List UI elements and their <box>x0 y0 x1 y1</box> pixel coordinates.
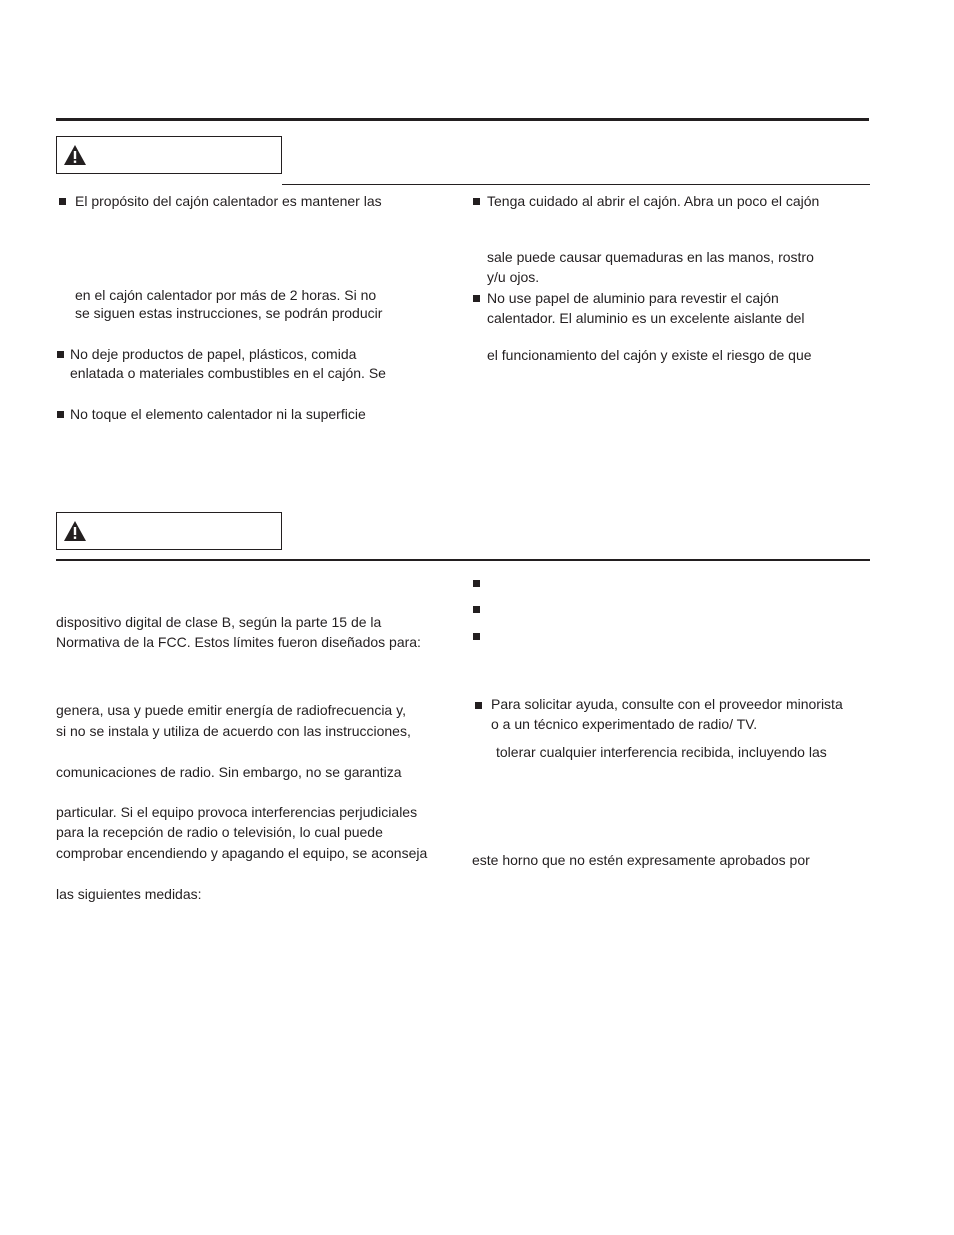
text-line: en el cajón calentador por más de 2 horas. Si no <box>75 287 377 303</box>
text-line: enlatada o materiales combustibles en el cajón. Se <box>70 365 386 381</box>
text-line: El propósito del cajón calentador es mantener las <box>75 193 382 209</box>
text-line: las siguientes medidas: <box>56 886 202 902</box>
text-line: No use papel de aluminio para revestir el cajón <box>487 290 779 306</box>
text-line: para la recepción de radio o televisión, lo cual puede <box>56 824 383 840</box>
bullet-square-icon <box>57 411 64 418</box>
bullet-square-icon <box>473 606 480 613</box>
text-line: dispositivo digital de clase B, según la parte 15 de la <box>56 614 382 630</box>
text-line: No toque el elemento calentador ni la superficie <box>70 406 366 422</box>
bullet-square-icon <box>475 702 482 709</box>
text-line: si no se instala y utiliza de acuerdo con las instrucciones, <box>56 723 411 739</box>
text-line: Para solicitar ayuda, consulte con el proveedor minorista <box>491 696 843 712</box>
bullet-square-icon <box>473 580 480 587</box>
text-line: o a un técnico experimentado de radio/ TV. <box>491 716 758 732</box>
text-line: comunicaciones de radio. Sin embargo, no se garantiza <box>56 764 402 780</box>
text-line: tolerar cualquier interferencia recibida, incluyendo las <box>496 744 827 760</box>
warning-triangle-icon <box>63 520 87 542</box>
text-line: Tenga cuidado al abrir el cajón. Abra un poco el cajón <box>487 193 820 209</box>
warning-label-box-1 <box>56 136 282 174</box>
bullet-square-icon <box>473 633 480 640</box>
section-2-divider <box>56 559 870 561</box>
top-rule <box>56 118 869 121</box>
bullet-square-icon <box>57 351 64 358</box>
warning-label-box-2 <box>56 512 282 550</box>
text-line: este horno que no estén expresamente aprobados por <box>472 852 810 868</box>
text-line: No deje productos de papel, plásticos, comida <box>70 346 357 362</box>
text-line: comprobar encendiendo y apagando el equipo, se aconseja <box>56 845 428 861</box>
text-line: se siguen estas instrucciones, se podrán producir <box>75 305 383 321</box>
text-line: genera, usa y puede emitir energía de radiofrecuencia y, <box>56 702 406 718</box>
section-1-divider <box>282 184 870 185</box>
text-line: calentador. El aluminio es un excelente aislante del <box>487 310 805 326</box>
text-line: sale puede causar quemaduras en las manos, rostro <box>487 249 814 265</box>
text-line: Normativa de la FCC. Estos límites fueron diseñados para: <box>56 634 421 650</box>
text-line: y/u ojos. <box>487 269 540 285</box>
text-line: el funcionamiento del cajón y existe el riesgo de que <box>487 347 812 363</box>
bullet-square-icon <box>473 198 480 205</box>
warning-triangle-icon <box>63 144 87 166</box>
bullet-square-icon <box>59 198 66 205</box>
bullet-square-icon <box>473 295 480 302</box>
text-line: particular. Si el equipo provoca interferencias perjudiciales <box>56 804 418 820</box>
